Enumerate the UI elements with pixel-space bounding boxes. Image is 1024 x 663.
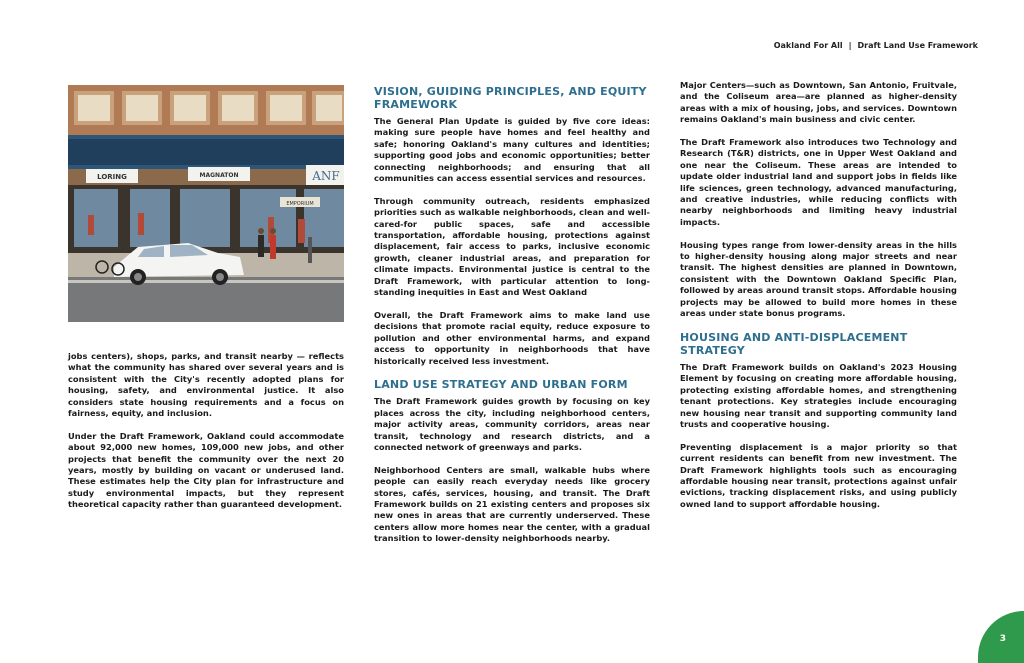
header-separator: | xyxy=(848,41,852,50)
page-number-badge xyxy=(978,611,1024,663)
section-heading-land-use: LAND USE STRATEGY AND URBAN FORM xyxy=(374,378,628,392)
section-heading-vision: VISION, GUIDING PRINCIPLES, AND EQUITY FRAMEWORK xyxy=(374,85,647,111)
street-photo xyxy=(68,85,344,322)
term-tech-research: two Technology and Research (T&R) xyxy=(680,137,957,159)
paragraph xyxy=(680,137,957,228)
column-right xyxy=(680,80,957,522)
page-number: 3 xyxy=(999,634,1006,644)
paragraph-text: The Draft Framework also introduces xyxy=(680,137,862,148)
term-major-centers: Major Centers xyxy=(680,80,746,90)
paragraph xyxy=(374,465,650,545)
paragraph: Housing types range from lower-density areas in the hills to higher-density housing along major streets and near transit. The highest densities are planned in Downtown, consistent with the Downtown Oakland Specific Plan, followed by areas around transit stops. Affordable housing projects may be allowed to build more homes in these areas under state bonus programs. xyxy=(680,239,957,319)
paragraph xyxy=(680,80,957,126)
paragraph: Preventing displacement is a major priority so that current residents can benefit from new investment. The Draft Framework highlights tools such as encouraging affordable housing near transit, protections against unfair evictions, tracking displacement risks, and using publicly owned land to support affordable housing. xyxy=(680,441,957,509)
paragraph: The General Plan Update is guided by five core ideas: making sure people have homes and feel healthy and safe; honoring Oakland's many cultures and identities; supporting good jobs and economic opportunities; better connecting neighborhoods; and ensuring that all communities can access essential services and resources. xyxy=(374,116,650,184)
column-middle xyxy=(374,85,650,556)
section-heading-housing: HOUSING AND ANTI-DISPLACEMENT STRATEGY xyxy=(680,330,908,357)
sign-anf: ANF xyxy=(312,169,340,183)
sign-emporium: EMPORIUM xyxy=(286,201,314,207)
column-left xyxy=(68,351,344,522)
header-publication: Oakland For All xyxy=(773,41,843,50)
paragraph: Overall, the Draft Framework aims to make land use decisions that promote racial equity, reduce exposure to pollution and other environmental harms, and expand access to opportunity in neighborhoods that have historically received less investment. xyxy=(374,309,650,366)
sign-magnaton: MAGNATON xyxy=(199,172,239,179)
term-neighborhood-centers: Neighborhood Centers xyxy=(374,464,483,475)
header-section: Draft Land Use Framework xyxy=(857,41,978,50)
paragraph-text: districts, one in Upper West Oakland and one near the Coliseum. These areas are intended to update older industrial land and support jobs in fields like life sciences, green technology, advanced manufacturing, and creative industries, while reducing conflicts with nearby neighborhoods and limiting heavy industrial impacts. xyxy=(680,148,957,227)
paragraph: The Draft Framework guides growth by focusing on key places across the city, including neighborhood centers, major activity areas, community corridors, areas near transit, technology and research districts, and a connected network of greenways and parks. xyxy=(374,396,650,452)
paragraph-text: are small, walkable hubs where people can easily reach everyday needs like grocery stores, cafés, services, housing, and transit. The Draft Framework builds on 21 existing centers and proposes six new ones in areas that are currently underserved. These centers allow more homes near the center, with a gradual transition to lower-density neighborhoods nearby. xyxy=(374,464,650,544)
sign-loring: LORING xyxy=(97,173,127,181)
paragraph-text: —such as Downtown, San Antonio, Fruitvale, and the Coliseum area—are planned as higher-density areas with a mix of housing, jobs, and services. Downtown remains Oakland's main business and civic center. xyxy=(680,80,957,125)
paragraph: Through community outreach, residents emphasized priorities such as walkable neighborhoods, clean and well-cared-for public spaces, safe and accessible transportation, affordable housing, protections against displacement, fair access to parks, inclusive economic growth, cleaner industrial areas, and preparation for climate impacts. Environmental justice is central to the Draft Framework, with particular attention to long-standing inequities in East and West Oakland xyxy=(374,195,650,298)
paragraph: The Draft Framework builds on Oakland's 2023 Housing Element by focusing on creating more affordable housing, protecting existing affordable homes, and strengthening tenant protections. Key strategies include encouraging new housing near transit and supporting community land trusts and cooperative housing. xyxy=(680,361,957,429)
paragraph: Under the Draft Framework, Oakland could accommodate about 92,000 new homes, 109,000 new jobs, and other projects that benefit the community over the next 20 years, mostly by building on vacant or underused land. These estimates help the City plan for infrastructure and study environmental impacts, but they represent theoretical capacity rather than guaranteed development. xyxy=(68,430,344,510)
paragraph: jobs centers), shops, parks, and transit nearby — reflects what the community has shared over several years and is consistent with the City's recently adopted plans for housing, safety, and environmental justice. It also considers state housing requirements and a focus on fairness, equity, and inclusion. xyxy=(68,351,344,419)
running-header xyxy=(774,41,978,50)
street-photo-illustration xyxy=(68,85,344,322)
